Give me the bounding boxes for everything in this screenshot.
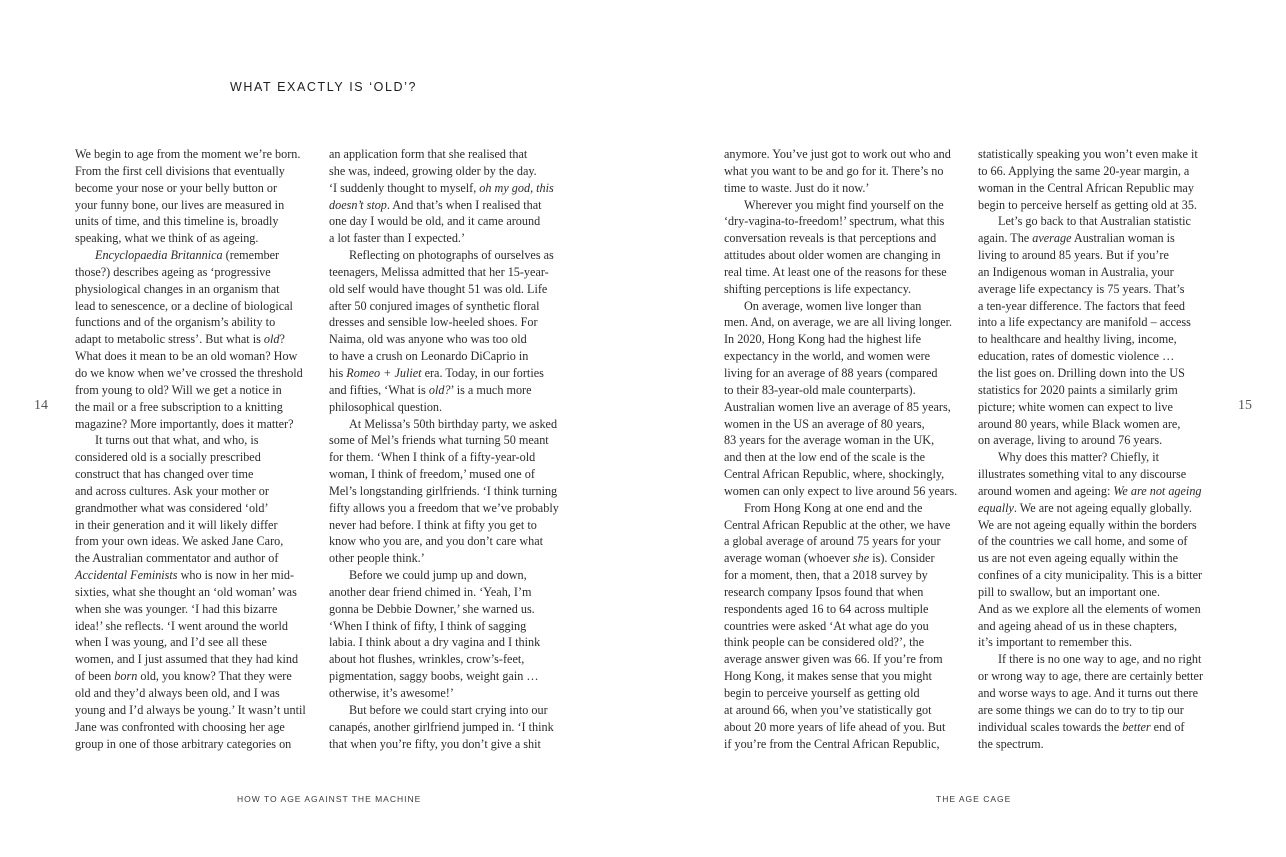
text-line: Central African Republic at the other, we have — [724, 517, 951, 532]
text-line: living for an average of 88 years (compared — [724, 365, 938, 380]
text-line: gonna be Debbie Downer,’ she warned us. — [329, 601, 535, 616]
text-line: Naima, old was anyone who was too old — [329, 332, 527, 347]
text-line: are some things we can do to try to tip our — [978, 702, 1184, 717]
text-line: From Hong Kong at one end and the — [744, 500, 923, 515]
text-line: ‘When I think of fifty, I think of sagging — [329, 618, 527, 633]
text-line: Encyclopaedia Britannica (remember — [95, 248, 280, 263]
body-paragraph — [329, 702, 567, 753]
right-page — [643, 0, 1286, 857]
text-line: woman, I think of freedom,’ mused one of — [329, 467, 535, 482]
text-line: a global average of around 75 years for your — [724, 534, 941, 549]
text-line: philosophical question. — [329, 399, 443, 414]
text-line: a ten-year difference. The factors that feed — [978, 298, 1185, 313]
page-number-right: 15 — [1238, 398, 1252, 413]
body-paragraph — [724, 197, 962, 298]
text-line: pigmentation, saggy boobs, weight gain … — [329, 669, 539, 684]
text-line: fifty allows you a freedom that we’ve probably — [329, 500, 559, 515]
text-line: otherwise, it’s awesome!’ — [329, 686, 454, 700]
text-line: to their 83-year-old male counterparts). — [724, 382, 916, 397]
body-paragraph — [978, 146, 1216, 213]
text-line: and then at the low end of the scale is the — [724, 450, 926, 465]
body-paragraph — [329, 247, 567, 415]
right-page-column-2 — [978, 146, 1216, 752]
body-paragraph — [329, 146, 567, 247]
text-line: of been born old, you know? That they were — [75, 669, 292, 684]
text-line: another dear friend chimed in. ‘Yeah, I’m — [329, 584, 532, 599]
text-line: group in one of those arbitrary categories on — [75, 736, 292, 751]
text-line: the Australian commentator and author of — [75, 551, 279, 566]
text-line: old and they’d always been old, and I was — [75, 686, 280, 700]
body-paragraph — [75, 146, 313, 247]
text-line: do we know when we’ve crossed the threshold — [75, 365, 303, 380]
text-line: Let’s go back to that Australian statistic — [998, 214, 1191, 229]
text-line: lead to senescence, or a decline of biological — [75, 298, 293, 313]
text-line: We begin to age from the moment we’re born. — [75, 147, 301, 161]
text-line: dresses and sensible low-heeled shoes. For — [329, 315, 538, 330]
text-line: From the first cell divisions that eventually — [75, 163, 285, 178]
text-line: Jane was confronted with choosing her age — [75, 719, 285, 734]
body-paragraph — [329, 416, 567, 568]
text-line: pill to swallow, but an important one. — [978, 584, 1160, 599]
text-line: woman in the Central African Republic may — [978, 180, 1194, 195]
text-line: one day I would be old, and it came around — [329, 214, 541, 229]
text-line: idea!’ she reflects. ‘I went around the world — [75, 618, 288, 633]
text-line: from your own ideas. We asked Jane Caro, — [75, 534, 284, 549]
text-line: think people can be considered old?’, the — [724, 635, 925, 650]
text-line: functions and of the organism’s ability to — [75, 315, 276, 330]
text-line: Reflecting on photographs of ourselves as — [349, 248, 554, 263]
text-line: that when you’re fifty, you don’t give a shit — [329, 736, 541, 751]
text-line: about 20 more years of life ahead of you. But — [724, 719, 946, 734]
text-line: become your nose or your belly button or — [75, 180, 278, 195]
text-line: or wrong way to age, there are certainly better — [978, 669, 1204, 684]
text-line: average woman (whoever she is). Consider — [724, 551, 935, 566]
text-line: for them. ‘When I think of a fifty-year-old — [329, 450, 536, 465]
text-line: men. And, on average, we are all living longer. — [724, 315, 953, 330]
text-line: to have a crush on Leonardo DiCaprio in — [329, 349, 529, 364]
text-line: individual scales towards the better end of — [978, 719, 1185, 734]
text-line: about hot flushes, wrinkles, crow’s-feet, — [329, 652, 525, 667]
text-line: to 66. Applying the same 20-year margin, a — [978, 163, 1190, 178]
text-line: the spectrum. — [978, 736, 1044, 751]
text-line: an Indigenous woman in Australia, your — [978, 264, 1174, 279]
running-foot-left: HOW TO AGE AGAINST THE MACHINE — [237, 794, 422, 804]
left-page-column-2 — [329, 146, 567, 752]
text-line: some of Mel’s friends what turning 50 meant — [329, 433, 549, 448]
body-paragraph — [724, 298, 962, 500]
text-line: women in the US an average of 80 years, — [724, 416, 925, 431]
running-foot-right: THE AGE CAGE — [936, 794, 1012, 804]
text-line: shifting perceptions is life expectancy. — [724, 281, 912, 296]
text-line: when I was young, and I’d see all these — [75, 635, 267, 650]
text-line: what you want to be and go for it. There’s no — [724, 163, 944, 178]
text-line: doesn’t stop. And that’s when I realised that — [329, 197, 542, 212]
text-line: countries were asked ‘At what age do you — [724, 618, 929, 633]
text-line: respondents aged 16 to 64 across multiple — [724, 601, 929, 616]
text-line: average answer given was 66. If you’re from — [724, 652, 943, 667]
text-line: and fifties, ‘What is old?’ is a much more — [329, 382, 532, 397]
text-line: when she was younger. ‘I had this bizarre — [75, 601, 278, 616]
text-line: know who you are, and you don’t care what — [329, 534, 544, 549]
text-line: after 50 conjured images of synthetic floral — [329, 298, 540, 313]
text-line: On average, women live longer than — [744, 298, 922, 313]
text-line: other people think.’ — [329, 551, 425, 566]
text-line: teenagers, Melissa admitted that her 15-year- — [329, 264, 549, 279]
text-line: Before we could jump up and down, — [349, 568, 527, 583]
text-line: at around 66, when you’ve statistically got — [724, 702, 932, 717]
text-line: the mail or a free subscription to a knitting — [75, 399, 283, 414]
body-paragraph — [978, 213, 1216, 449]
text-line: and across cultures. Ask your mother or — [75, 483, 269, 498]
text-line: in their generation and it will likely differ — [75, 517, 278, 532]
text-line: If there is no one way to age, and no right — [998, 652, 1202, 667]
right-page-column-1 — [724, 146, 962, 752]
text-line: speaking, what we think of as ageing. — [75, 231, 259, 246]
text-line: But before we could start crying into our — [349, 702, 548, 717]
text-line: an application form that she realised that — [329, 147, 528, 161]
text-line: In 2020, Hong Kong had the highest life — [724, 332, 921, 347]
text-line: of the countries we call home, and some of — [978, 534, 1188, 549]
text-line: never had before. I think at fifty you get to — [329, 517, 537, 532]
text-line: and worse ways to age. And it turns out there — [978, 686, 1199, 700]
text-line: the list goes on. Drilling down into the US — [978, 365, 1185, 380]
text-line: What does it mean to be an old woman? How — [75, 349, 298, 364]
text-line: canapés, another girlfriend jumped in. ‘I think — [329, 719, 554, 734]
text-line: confines of a city municipality. This is a bitter — [978, 568, 1203, 583]
text-line: young and I’d always be young.’ It wasn’t until — [75, 702, 306, 717]
text-line: women can only expect to live around 56 years. — [724, 483, 958, 498]
text-line: expectancy in the world, and women were — [724, 349, 931, 364]
text-line: research company Ipsos found that when — [724, 584, 924, 599]
text-line: those?) describes ageing as ‘progressive — [75, 264, 271, 279]
left-page-column-1 — [75, 146, 313, 752]
text-line: sixties, what she thought an ‘old woman’ was — [75, 584, 297, 599]
text-line: picture; white women can expect to live — [978, 399, 1173, 414]
text-line: begin to perceive herself as getting old at 35. — [978, 197, 1197, 212]
text-line: education, rates of domestic violence … — [978, 349, 1175, 364]
text-line: Hong Kong, it makes sense that you might — [724, 669, 932, 684]
text-line: conversation reveals is that perceptions and — [724, 231, 937, 246]
text-line: women, and I just assumed that they had kind — [75, 652, 299, 667]
text-line: construct that has changed over time — [75, 467, 254, 482]
text-line: illustrates something vital to any discourse — [978, 467, 1187, 482]
text-line: Wherever you might find yourself on the — [744, 197, 944, 212]
text-line: it’s important to remember this. — [978, 635, 1133, 650]
text-line: she was, indeed, growing older by the day. — [329, 163, 537, 178]
text-line: into a life expectancy are manifold – access — [978, 315, 1191, 330]
text-line: around women and ageing: We are not ageing — [978, 483, 1202, 498]
text-line: anymore. You’ve just got to work out who and — [724, 147, 951, 161]
text-line: living to around 85 years. But if you’re — [978, 248, 1169, 263]
text-line: his Romeo + Juliet era. Today, in our forties — [329, 365, 544, 380]
text-line: Mel’s longstanding girlfriends. ‘I think turning — [329, 483, 558, 498]
text-line: And as we explore all the elements of women — [978, 601, 1201, 616]
text-line: At Melissa’s 50th birthday party, we asked — [349, 416, 558, 431]
text-line: old self would have thought 51 was old. Life — [329, 281, 548, 296]
body-paragraph — [724, 146, 962, 197]
text-line: equally. We are not ageing equally globally. — [978, 500, 1192, 515]
text-line: us are not even ageing equally within the — [978, 551, 1179, 566]
page-number-left: 14 — [34, 398, 48, 413]
body-paragraph — [75, 432, 313, 752]
body-paragraph — [75, 247, 313, 432]
text-line: units of time, and this timeline is, broadly — [75, 214, 279, 229]
text-line: if you’re from the Central African Republic, — [724, 736, 940, 751]
body-paragraph — [724, 500, 962, 753]
text-line: Central African Republic, where, shockingly, — [724, 467, 945, 482]
text-line: on average, living to around 76 years. — [978, 433, 1163, 448]
text-line: physiological changes in an organism that — [75, 281, 280, 296]
chapter-title: WHAT EXACTLY IS ‘OLD’? — [230, 80, 418, 94]
text-line: ‘dry-vagina-to-freedom!’ spectrum, what this — [724, 214, 945, 229]
text-line: and ageing ahead of us in these chapters, — [978, 618, 1177, 633]
text-line: It turns out that what, and who, is — [95, 433, 259, 448]
text-line: around 80 years, while Black women are, — [978, 416, 1181, 431]
text-line: for a moment, then, that a 2018 survey by — [724, 568, 928, 583]
body-paragraph — [329, 567, 567, 702]
text-line: considered old is a socially prescribed — [75, 450, 261, 465]
text-line: real time. At least one of the reasons for these — [724, 264, 947, 279]
text-line: statistics for 2020 paints a similarly grim — [978, 382, 1178, 397]
text-line: 83 years for the average woman in the UK, — [724, 433, 935, 448]
text-line: from young to old? Will we get a notice in — [75, 382, 282, 397]
text-line: begin to perceive yourself as getting old — [724, 686, 920, 700]
text-line: a lot faster than I expected.’ — [329, 231, 466, 246]
text-line: Australian women live an average of 85 years, — [724, 399, 951, 414]
text-line: statistically speaking you won’t even make it — [978, 147, 1198, 161]
text-line: Why does this matter? Chiefly, it — [998, 450, 1159, 465]
text-line: grandmother what was considered ‘old’ — [75, 500, 269, 515]
text-line: magazine? More importantly, does it matter? — [75, 416, 294, 431]
text-line: We are not ageing equally within the borders — [978, 517, 1197, 532]
text-line: to healthcare and healthy living, income, — [978, 332, 1177, 347]
text-line: labia. I think about a dry vagina and I think — [329, 635, 541, 650]
text-line: average life expectancy is 75 years. That’s — [978, 281, 1185, 296]
text-line: your funny bone, our lives are measured in — [75, 197, 285, 212]
text-line: time to waste. Just do it now.’ — [724, 180, 870, 195]
text-line: ‘I suddenly thought to myself, oh my god, this — [329, 180, 554, 195]
text-line: again. The average Australian woman is — [978, 231, 1175, 246]
text-line: adapt to metabolic stress’. But what is old? — [75, 332, 285, 347]
text-line: Accidental Feminists who is now in her mid- — [75, 568, 295, 583]
body-paragraph — [978, 651, 1216, 752]
body-paragraph — [978, 449, 1216, 651]
text-line: attitudes about older women are changing in — [724, 248, 941, 263]
